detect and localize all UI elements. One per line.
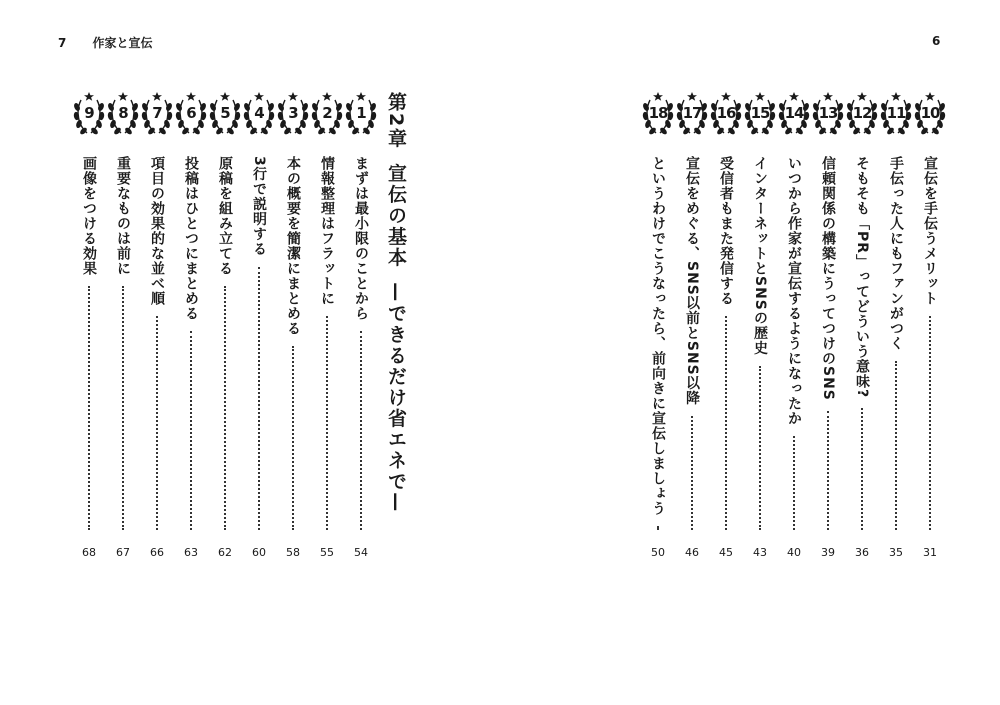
entry-page-number: 66 — [150, 546, 164, 559]
entry-title: 3行で説明する — [251, 156, 267, 257]
dot-leader — [827, 411, 829, 530]
entry-title: 本の概要を簡潔にまとめる — [285, 156, 301, 336]
left-page-number: 7 — [58, 36, 67, 50]
entry-page-number: 35 — [889, 546, 903, 559]
entry-number: 17 — [682, 104, 702, 122]
entry-title: 投稿はひとつにまとめる — [183, 156, 199, 321]
entry-page-number: 68 — [82, 546, 96, 559]
dot-leader — [360, 331, 362, 530]
toc-entry — [344, 92, 378, 564]
entry-page-number: 43 — [753, 546, 767, 559]
toc-entry — [709, 92, 743, 564]
entry-title: 情報整理はフラットに — [319, 156, 335, 306]
entry-title: というわけでこうなったら、前向きに宣伝しましょう — [650, 156, 666, 516]
dot-leader — [224, 286, 226, 530]
toc-entry — [743, 92, 777, 564]
toc-entry — [675, 92, 709, 564]
toc-entry — [777, 92, 811, 564]
entry-title: 宣伝を手伝うメリット — [922, 156, 938, 306]
entry-page-number: 55 — [320, 546, 334, 559]
entry-number: 7 — [152, 104, 162, 122]
toc-entry — [811, 92, 845, 564]
entry-page-number: 62 — [218, 546, 232, 559]
dot-leader — [929, 316, 931, 530]
chapter-title: 宣伝の基本 — [385, 163, 407, 269]
dot-leader — [725, 316, 727, 530]
entry-page-number: 54 — [354, 546, 368, 559]
chapter-subtitle: —できるだけ省エネで— — [385, 282, 407, 514]
entry-number: 1 — [356, 104, 366, 122]
entry-page-number: 58 — [286, 546, 300, 559]
dot-leader — [88, 286, 90, 530]
entry-number: 8 — [118, 104, 128, 122]
entry-number: 5 — [220, 104, 230, 122]
entry-title: 画像をつける効果 — [81, 156, 97, 276]
dot-leader — [861, 408, 863, 530]
toc-entry — [242, 92, 276, 564]
entry-number: 2 — [322, 104, 332, 122]
toc-entry — [140, 92, 174, 564]
dot-leader — [258, 267, 260, 530]
entry-title: 項目の効果的な並べ順 — [149, 156, 165, 306]
entry-title: 原稿を組み立てる — [217, 156, 233, 276]
entry-number: 16 — [716, 104, 736, 122]
entry-page-number: 39 — [821, 546, 835, 559]
right-page-number: 6 — [932, 34, 941, 48]
entry-number: 4 — [254, 104, 264, 122]
entry-page-number: 31 — [923, 546, 937, 559]
entry-number: 9 — [84, 104, 94, 122]
running-title: 作家と宣伝 — [92, 36, 153, 50]
entry-title: 宣伝をめぐる、SNS以前とSNS以降 — [684, 156, 700, 406]
dot-leader — [691, 416, 693, 530]
dot-leader — [895, 361, 897, 530]
entry-page-number: 46 — [685, 546, 699, 559]
toc-entry — [174, 92, 208, 564]
dot-leader — [326, 316, 328, 530]
entry-page-number: 45 — [719, 546, 733, 559]
entry-title: そもそも「PR」ってどういう意味? — [854, 156, 870, 399]
toc-entry — [913, 92, 947, 564]
dot-leader — [122, 286, 124, 530]
entry-number: 11 — [886, 104, 906, 122]
toc-entry — [641, 92, 675, 564]
entry-number: 13 — [818, 104, 838, 122]
toc-entry — [879, 92, 913, 564]
dot-leader — [759, 366, 761, 530]
dot-leader — [156, 316, 158, 530]
left-page-header — [58, 34, 153, 51]
dot-leader — [190, 331, 192, 530]
toc-entry — [276, 92, 310, 564]
entry-title: 手伝った人にもファンがつく — [888, 156, 904, 351]
toc-entry — [106, 92, 140, 564]
entry-title: インターネットとSNSの歴史 — [752, 156, 768, 356]
entry-page-number: 50 — [651, 546, 665, 559]
entry-number: 18 — [648, 104, 668, 122]
chapter-heading — [378, 92, 414, 513]
entry-title: まずは最小限のことから — [353, 156, 369, 321]
dot-leader — [292, 346, 294, 530]
entry-page-number: 40 — [787, 546, 801, 559]
dot-leader — [657, 526, 659, 530]
entry-page-number: 63 — [184, 546, 198, 559]
toc-entry — [72, 92, 106, 564]
toc-entry — [208, 92, 242, 564]
entry-title: 受信者もまた発信する — [718, 156, 734, 306]
entry-title: 重要なものは前に — [115, 156, 131, 276]
dot-leader — [793, 436, 795, 530]
entry-number: 3 — [288, 104, 298, 122]
entry-title: 信頼関係の構築にうってつけのSNS — [820, 156, 836, 401]
entry-number: 14 — [784, 104, 804, 122]
entry-page-number: 36 — [855, 546, 869, 559]
entry-number: 15 — [750, 104, 770, 122]
chapter-label: 第2章 — [385, 92, 407, 150]
entry-page-number: 67 — [116, 546, 130, 559]
toc-entry — [310, 92, 344, 564]
entry-number: 12 — [852, 104, 872, 122]
entry-title: いつから作家が宣伝するようになったか — [786, 156, 802, 426]
entry-number: 6 — [186, 104, 196, 122]
entry-page-number: 60 — [252, 546, 266, 559]
toc-entry — [845, 92, 879, 564]
entry-number: 10 — [920, 104, 940, 122]
